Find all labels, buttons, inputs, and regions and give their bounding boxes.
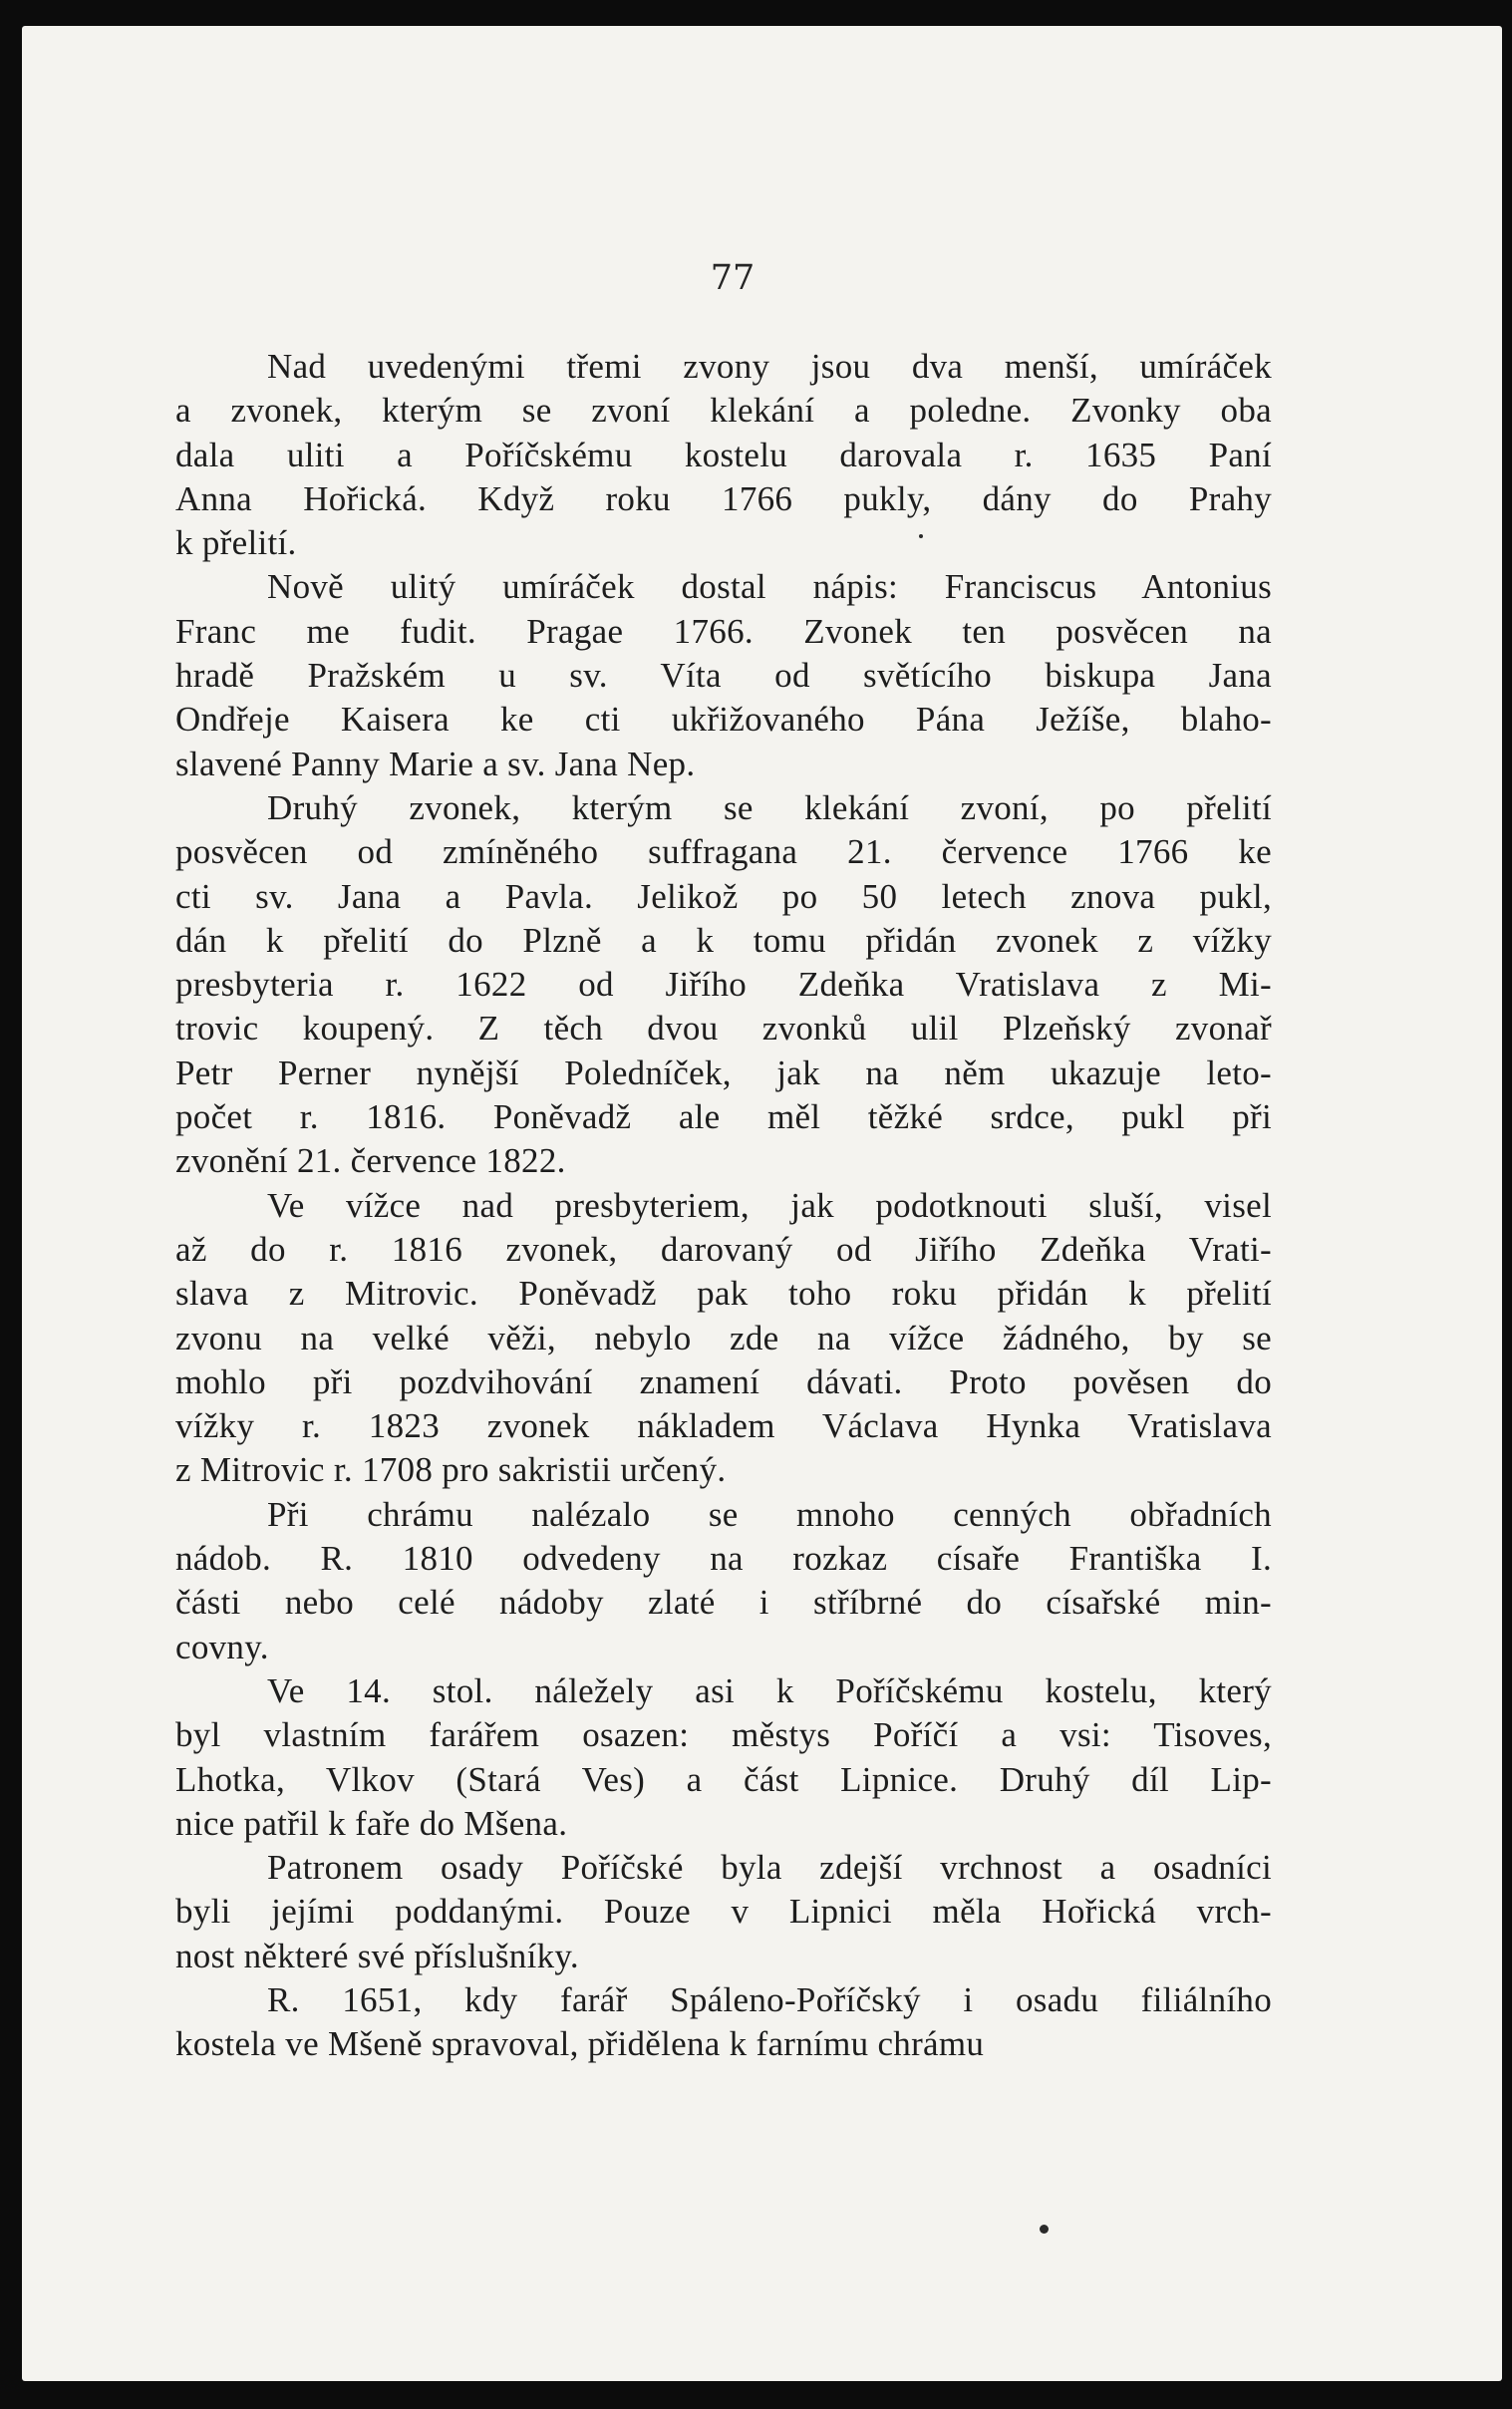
text-line: mohlo při pozdvihování znamení dávati. Proto pověsen do [175,1361,1272,1401]
text-line: z Mitrovic r. 1708 pro sakristii určený. [175,1450,727,1490]
body-text [175,345,1272,2067]
text-line: dán k přelití do Plzně a k tomu přidán zvonek z vížky [175,920,1272,960]
text-line: Při chrámu nalézalo se mnoho cenných obřadních [267,1494,1272,1534]
text-line: slava z Mitrovic. Poněvadž pak toho roku přidán k přelití [175,1274,1272,1314]
text-line: Lhotka, Vlkov (Stará Ves) a část Lipnice. Druhý díl Lip- [175,1759,1272,1799]
text-line: Nad uvedenými třemi zvony jsou dva menší, umíráček [267,347,1272,386]
text-line: Petr Perner nynější Poledníček, jak na něm ukazuje leto- [175,1053,1272,1092]
text-line: byl vlastním farářem osazen: městys Poříčí a vsi: Tisoves, [175,1715,1272,1755]
text-line: byli jejími poddanými. Pouze v Lipnici měla Hořická vrch- [175,1892,1272,1932]
text-line: hradě Pražském u sv. Víta od světícího biskupa Jana [175,656,1272,696]
text-line: Franc me fudit. Pragae 1766. Zvonek ten posvěcen na [175,611,1272,651]
print-speck [919,534,923,538]
text-line: až do r. 1816 zvonek, darovaný od Jiřího Zdeňka Vrati- [175,1229,1272,1269]
text-line: slavené Panny Marie a sv. Jana Nep. [175,744,696,783]
text-line: Druhý zvonek, kterým se klekání zvoní, po přelití [267,787,1272,827]
text-line: nice patřil k faře do Mšena. [175,1803,568,1843]
text-line: nádob. R. 1810 odvedeny na rozkaz císaře Františka I. [175,1539,1272,1579]
text-line: Ve 14. stol. náležely asi k Poříčskému kostelu, který [267,1670,1272,1710]
text-line: Nově ulitý umíráček dostal nápis: Franciscus Antonius [267,567,1272,607]
text-line: vížky r. 1823 zvonek nákladem Václava Hynka Vratislava [175,1406,1272,1446]
text-line: Patronem osady Poříčské byla zdejší vrchnost a osadníci [267,1848,1272,1888]
text-line: a zvonek, kterým se zvoní klekání a poledne. Zvonky oba [175,391,1272,431]
text-line: k přelití. [175,523,297,563]
text-line: kostela ve Mšeně spravoval, přidělena k farnímu chrámu [175,2024,985,2064]
text-line: nost některé své příslušníky. [175,1936,579,1975]
text-line: dala uliti a Poříčskému kostelu darovala r. 1635 Paní [175,435,1272,474]
text-line: počet r. 1816. Poněvadž ale měl těžké srdce, pukl při [175,1097,1272,1137]
text-line: části nebo celé nádoby zlaté i stříbrné do císařské min- [175,1583,1272,1623]
print-speck [1040,2225,1049,2234]
text-line: covny. [175,1627,269,1666]
book-page [22,26,1502,2381]
text-line: presbyteria r. 1622 od Jiřího Zdeňka Vratislava z Mi- [175,965,1272,1005]
text-line: zvonění 21. července 1822. [175,1141,566,1181]
text-line: Ondřeje Kaisera ke cti ukřižovaného Pána Ježíše, blaho- [175,700,1272,740]
text-line: cti sv. Jana a Pavla. Jelikož po 50 letech znova pukl, [175,876,1272,916]
text-line: zvonu na velké věži, nebylo zde na vížce žádného, by se [175,1318,1272,1357]
text-line: R. 1651, kdy farář Spáleno-Poříčský i osadu filiálního [267,1979,1272,2019]
text-line: Ve vížce nad presbyteriem, jak podotknouti sluší, visel [267,1185,1272,1225]
text-line: posvěcen od zmíněného suffragana 21. července 1766 ke [175,832,1272,872]
text-line: Anna Hořická. Když roku 1766 pukly, dány do Prahy [175,478,1272,518]
text-line: trovic koupený. Z těch dvou zvonků ulil Plzeňský zvonař [175,1009,1272,1049]
page-number: 77 [710,258,756,298]
